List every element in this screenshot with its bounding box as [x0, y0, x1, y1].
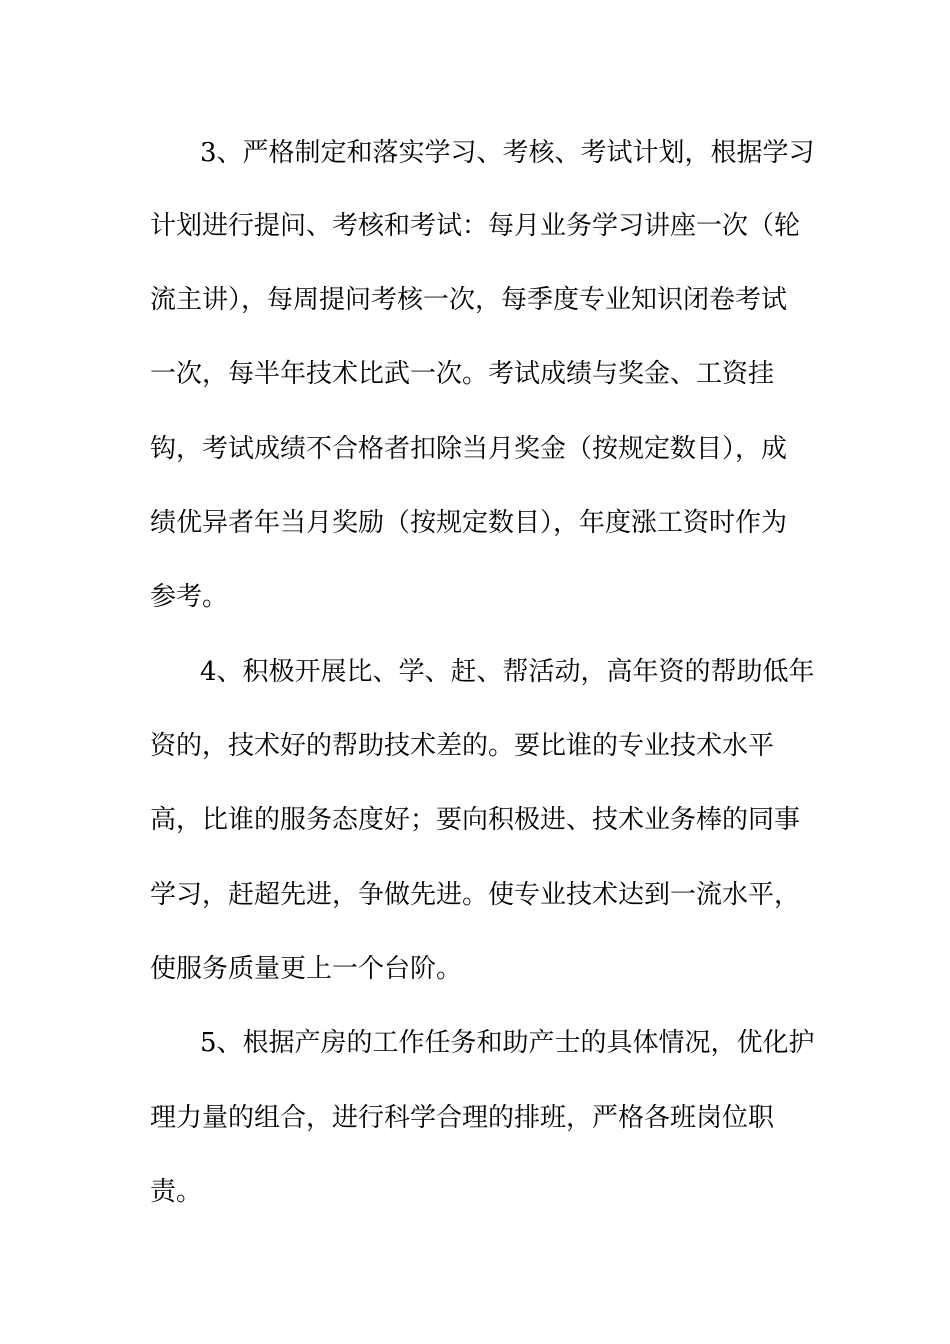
- paragraph-3-line-6: 绩优异者年当月奖励（按规定数目），年度涨工资时作为: [150, 508, 788, 538]
- paragraph-3-line-2: 计划进行提问、考核和考试：每月业务学习讲座一次（轮: [150, 211, 801, 241]
- paragraph-3-line-7: 参考。: [150, 582, 229, 612]
- paragraph-5-line-3: 责。: [150, 1177, 203, 1207]
- paragraph-4-line-3: 高，比谁的服务态度好；要向积极进、技术业务棒的同事: [150, 805, 801, 835]
- paragraph-4-line-4: 学习，赶超先进，争做先进。使专业技术达到一流水平，: [150, 880, 801, 910]
- paragraph-4-line-1: 4、积极开展比、学、赶、帮活动，高年资的帮助低年: [200, 657, 815, 687]
- paragraph-5-line-2: 理力量的组合，进行科学合理的排班，严格各班岗位职: [150, 1103, 775, 1133]
- paragraph-4-line-5: 使服务质量更上一个台阶。: [150, 954, 463, 984]
- paragraph-3-line-5: 钩，考试成绩不合格者扣除当月奖金（按规定数目），成: [150, 434, 788, 464]
- paragraph-3-line-1: 3、严格制定和落实学习、考核、考试计划，根据学习: [200, 138, 815, 168]
- paragraph-3-line-4: 一次，每半年技术比武一次。考试成绩与奖金、工资挂: [150, 359, 775, 389]
- paragraph-5-line-1: 5、根据产房的工作任务和助产士的具体情况，优化护: [200, 1028, 815, 1058]
- paragraph-3-line-3: 流主讲），每周提问考核一次，每季度专业知识闭卷考试: [150, 285, 788, 315]
- paragraph-4-line-2: 资的，技术好的帮助技术差的。要比谁的专业技术水平: [150, 731, 775, 761]
